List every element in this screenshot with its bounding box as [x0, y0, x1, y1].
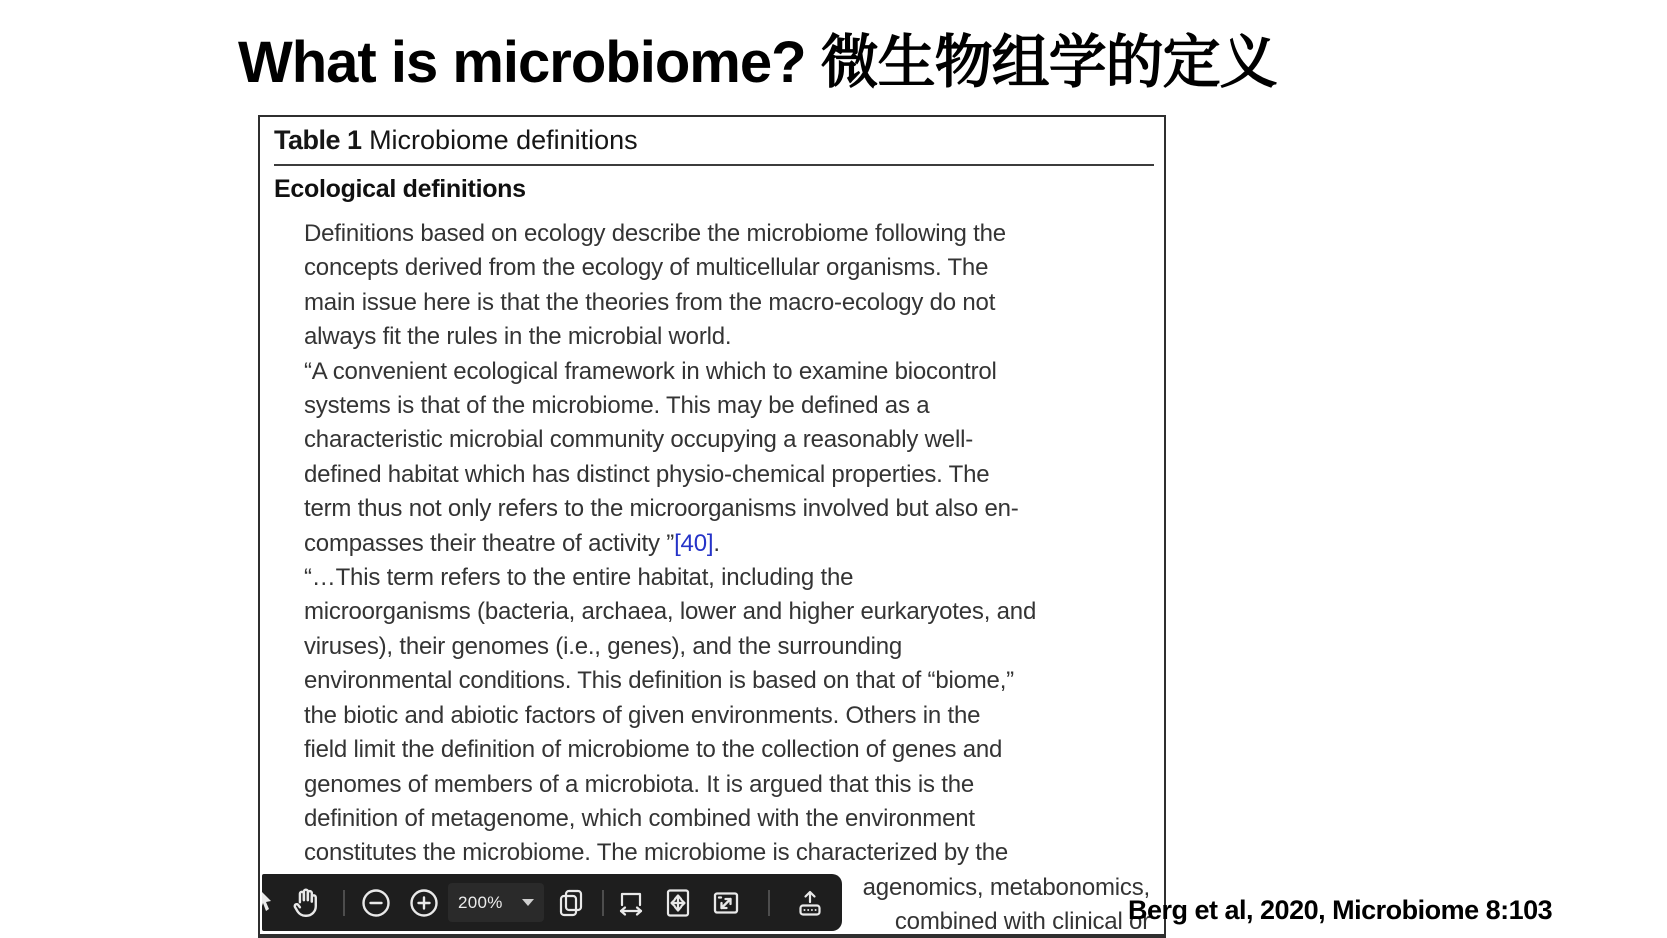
toolbar-divider: [602, 890, 604, 916]
chevron-down-icon: [522, 899, 534, 906]
reference-link[interactable]: [40]: [674, 529, 714, 557]
table-text-line: environmental conditions. This definition is based on that of “biome,”: [304, 667, 1014, 695]
pan-hand-icon[interactable]: [290, 886, 324, 920]
citation: Berg et al, 2020, Microbiome 8:103: [1128, 895, 1553, 925]
table-body-lines: [274, 217, 1154, 938]
table-text-line: viruses), their genomes (i.e., genes), and the surrounding: [304, 632, 903, 660]
table-text-line: always fit the rules in the microbial world.: [304, 323, 732, 351]
table-text-line: term thus not only refers to the microorganisms involved but also en-: [304, 495, 1019, 523]
fullscreen-icon[interactable]: [709, 886, 743, 920]
pdf-viewer-toolbar: [262, 874, 842, 931]
table-caption-text: Microbiome definitions: [369, 125, 638, 155]
table-text-line: microorganisms (bacteria, archaea, lower and higher eurkaryotes, and: [304, 598, 1037, 626]
table-text-line: genomes of members of a microbiota. It is argued that this is the: [304, 770, 974, 798]
table-label: Table 1: [274, 125, 362, 155]
table-text-line: compasses their theatre of activity ”[40].: [304, 529, 720, 557]
copy-pages-icon[interactable]: [554, 886, 588, 920]
upload-icon[interactable]: [793, 886, 827, 920]
table-text-line: characteristic microbial community occupying a reasonably well-: [304, 426, 973, 454]
page-title: What is microbiome? 微生物组学的定义: [238, 30, 1277, 95]
table-text-line: the biotic and abiotic factors of given environments. Others in the: [304, 701, 981, 729]
toolbar-divider: [768, 890, 770, 916]
table-text-line: combined with clinical or: [894, 908, 1150, 936]
zoom-level-dropdown[interactable]: [448, 883, 544, 922]
zoom-in-icon[interactable]: [406, 885, 442, 921]
section-heading: Ecological definitions: [274, 175, 526, 203]
table-text-line: systems is that of the microbiome. This may be defined as a: [304, 392, 930, 420]
table-text-line: agenomics, metabonomics,: [862, 873, 1150, 901]
fit-width-icon[interactable]: [614, 886, 648, 920]
table-text-line: concepts derived from the ecology of multicellular organisms. The: [304, 254, 989, 282]
table-text-line: field limit the definition of microbiome to the collection of genes and: [304, 736, 1003, 764]
caption-divider: [274, 164, 1154, 166]
table-caption: [274, 123, 1154, 157]
table-text-line: “…This term refers to the entire habitat, including the: [304, 564, 854, 592]
table-text-line: “A convenient ecological framework in which to examine biocontrol: [304, 357, 997, 385]
table-text-line: constitutes the microbiome. The microbiome is characterized by the: [304, 839, 1008, 867]
zoom-out-icon[interactable]: [358, 885, 394, 921]
toolbar-divider: [343, 890, 345, 916]
zoom-level-value: 200%: [458, 892, 503, 912]
clipped-cursor-icon: [262, 890, 273, 916]
table-figure: [258, 115, 1166, 938]
table-text-line: defined habitat which has distinct physio-chemical properties. The: [304, 460, 990, 488]
table-text-line: Definitions based on ecology describe the microbiome following the: [304, 220, 1006, 247]
table-text-line: definition of metagenome, which combined with the environment: [304, 804, 975, 832]
table-text-line: main issue here is that the theories from the macro-ecology do not: [304, 288, 996, 316]
fit-page-icon[interactable]: [661, 886, 695, 920]
